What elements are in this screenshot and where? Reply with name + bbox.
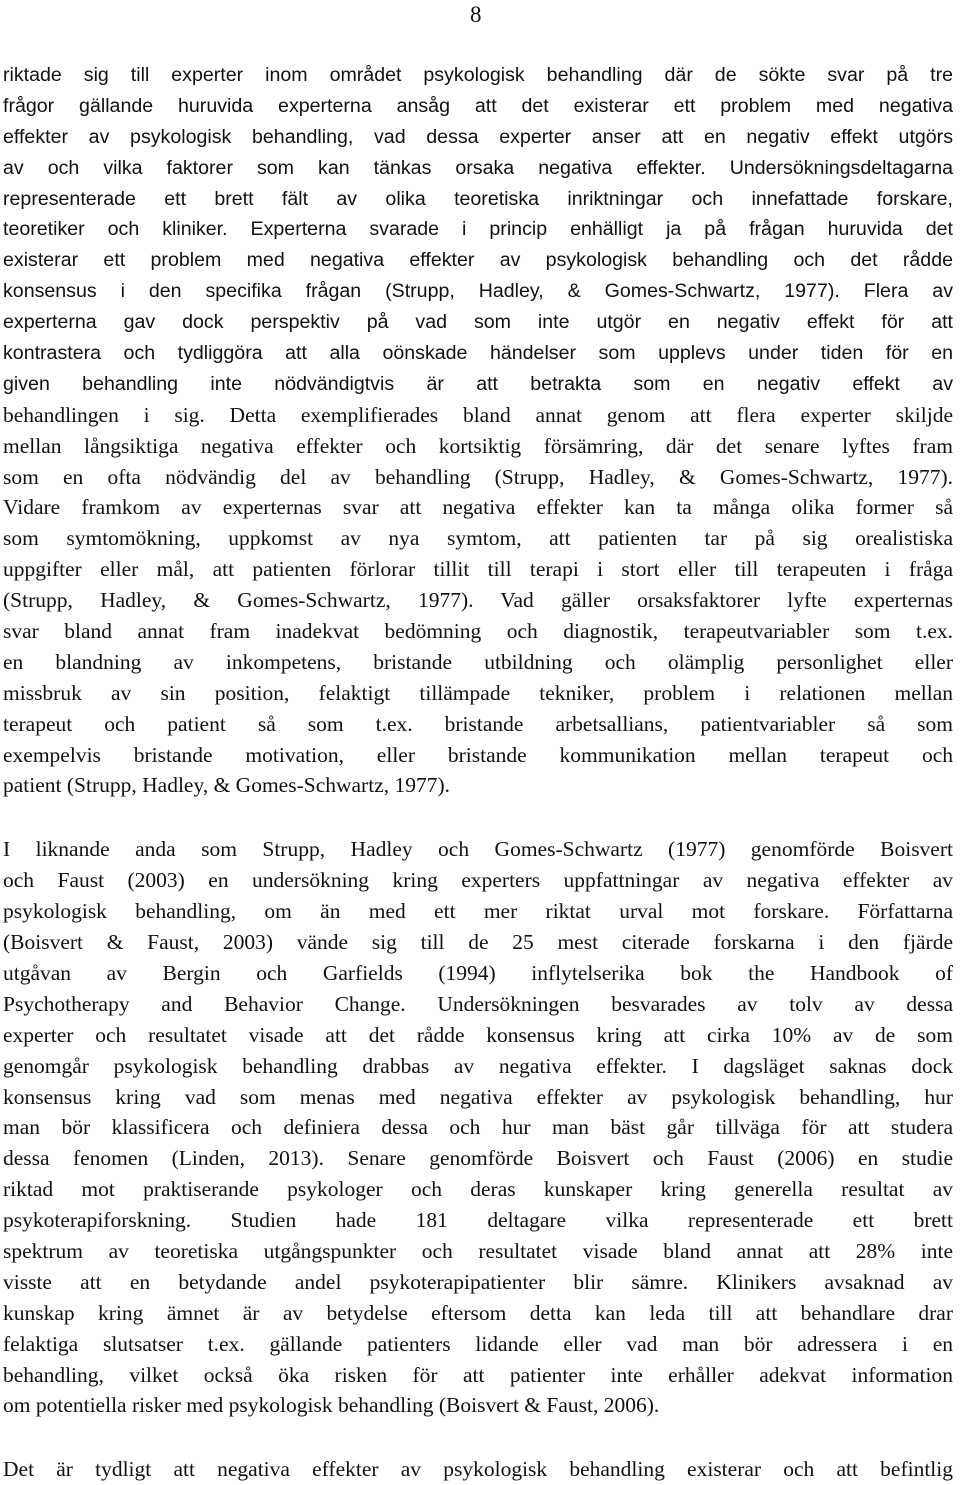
text-line: svar bland annat fram inadekvat bedömning och diagnostik, terapeutvariabler som t.ex. xyxy=(3,619,953,644)
paragraph-gap xyxy=(3,801,953,834)
text-line: psykoterapiforskning. Studien hade 181 deltagare vilka representerade ett brett xyxy=(3,1208,953,1233)
text-line: riktade sig till experter inom området psykologisk behandling där de sökte svar på tre xyxy=(3,64,953,86)
text-line: visste att en betydande andel psykoterapipatienter blir sämre. Klinikers avsaknad av xyxy=(3,1269,953,1294)
text-line: patient (Strupp, Hadley, & Gomes-Schwartz, 1977). xyxy=(3,773,451,798)
text-line: spektrum av teoretiska utgångspunkter och resultatet visade bland annat att 28% inte xyxy=(3,1238,953,1263)
text-line: frågor gällande huruvida experterna ansåg att det existerar ett problem med negativa xyxy=(3,94,953,117)
text-line: psykologisk behandling, om än med ett mer riktat urval mot forskare. Författarna xyxy=(3,899,953,924)
text-line: genomgår psykologisk behandling drabbas av negativa effekter. I dagsläget saknas dock xyxy=(3,1053,953,1078)
paragraph-3 xyxy=(3,1454,953,1485)
text-line: konsensus i den specifika frågan (Strupp, Hadley, & Gomes-Schwartz, 1977). Flera av xyxy=(3,280,953,303)
text-line: och Faust (2003) en undersökning kring experters uppfattningar av negativa effekter av xyxy=(3,868,953,893)
paragraph-2 xyxy=(3,834,953,1421)
text-line: representerade ett brett fält av olika teoretiska inriktningar och innefattade forskare, xyxy=(3,187,953,210)
text-line: teoretiker och kliniker. Experterna svarade i princip enhälligt ja på frågan huruvida det xyxy=(3,218,953,241)
text-line: behandlingen i sig. Detta exemplifierades bland annat genom att flera experter skiljde xyxy=(3,402,953,427)
text-line: dessa fenomen (Linden, 2013). Senare genomförde Boisvert och Faust (2006) en studie xyxy=(3,1146,953,1171)
text-line: missbruk av sin position, felaktigt tillämpade tekniker, problem i relationen mellan xyxy=(3,680,953,705)
text-line: kontrastera och tydliggöra att alla oönskade händelser som upplevs under tiden för en xyxy=(3,342,953,365)
text-line: som en ofta nödvändig del av behandling (Strupp, Hadley, & Gomes-Schwartz, 1977). xyxy=(3,464,953,489)
text-line: en blandning av inkompetens, bristande utbildning och olämplig personlighet eller xyxy=(3,649,953,674)
text-line: utgåvan av Bergin och Garfields (1994) inflytelserika bok the Handbook of xyxy=(3,960,953,985)
text-line: (Strupp, Hadley, & Gomes-Schwartz, 1977). Vad gäller orsaksfaktorer lyfte experternas xyxy=(3,588,953,613)
text-line: I liknande anda som Strupp, Hadley och Gomes-Schwartz (1977) genomförde Boisvert xyxy=(3,837,953,862)
text-line: existerar ett problem med negativa effekter av psykologisk behandling och det rådde xyxy=(3,249,953,272)
text-line: behandling, vilket också öka risken för att patienter inte erhåller adekvat information xyxy=(3,1362,953,1387)
text-line: man bör klassificera och definiera dessa och hur man bäst går tillväga för att studera xyxy=(3,1115,953,1140)
text-line: experterna gav dock perspektiv på vad som inte utgör en negativ effekt för att xyxy=(3,311,953,334)
text-line: om potentiella risker med psykologisk behandling (Boisvert & Faust, 2006). xyxy=(3,1393,660,1418)
text-line: Psychotherapy and Behavior Change. Undersökningen besvarades av tolv av dessa xyxy=(3,991,953,1016)
body-text xyxy=(3,60,953,1485)
text-line: felaktiga slutsatser t.ex. gällande patienters lidande eller vad man bör adressera i en xyxy=(3,1331,953,1356)
text-line: mellan långsiktiga negativa effekter och kortsiktig försämring, där det senare lyftes fram xyxy=(3,433,953,458)
text-line: (Boisvert & Faust, 2003) vände sig till de 25 mest citerade forskarna i den fjärde xyxy=(3,930,953,955)
paragraph-1 xyxy=(3,60,953,801)
text-line: konsensus kring vad som menas med negativa effekter av psykologisk behandling, hur xyxy=(3,1084,953,1109)
text-line: kunskap kring ämnet är av betydelse eftersom detta kan leda till att behandlare drar xyxy=(3,1300,953,1325)
text-line: Det är tydligt att negativa effekter av psykologisk behandling existerar och att befintlig xyxy=(3,1457,953,1482)
text-line: av och vilka faktorer som kan tänkas orsaka negativa effekter. Undersökningsdeltagarna xyxy=(3,156,953,179)
text-line: effekter av psykologisk behandling, vad dessa experter anser att en negativ effekt utgörs xyxy=(3,125,953,148)
text-line: som symtomökning, uppkomst av nya symtom, att patienten tar på sig orealistiska xyxy=(3,526,953,551)
text-line: exempelvis bristande motivation, eller bristande kommunikation mellan terapeut och xyxy=(3,742,953,767)
text-line: terapeut och patient så som t.ex. bristande arbetsallians, patientvariabler så som xyxy=(3,711,953,736)
text-line: given behandling inte nödvändigtvis är att betrakta som en negativ effekt av xyxy=(3,372,953,395)
text-line: Vidare framkom av experternas svar att negativa effekter kan ta många olika former så xyxy=(3,495,953,520)
page-number: 8 xyxy=(470,2,482,27)
paragraph-gap xyxy=(3,1421,953,1454)
text-line: uppgifter eller mål, att patienten förlorar tillit till terapi i stort eller till terapeuten i fråga xyxy=(3,557,953,582)
text-line: experter och resultatet visade att det rådde konsensus kring att cirka 10% av de som xyxy=(3,1022,953,1047)
text-line: riktad mot praktiserande psykologer och deras kunskaper kring generella resultat av xyxy=(3,1177,953,1202)
